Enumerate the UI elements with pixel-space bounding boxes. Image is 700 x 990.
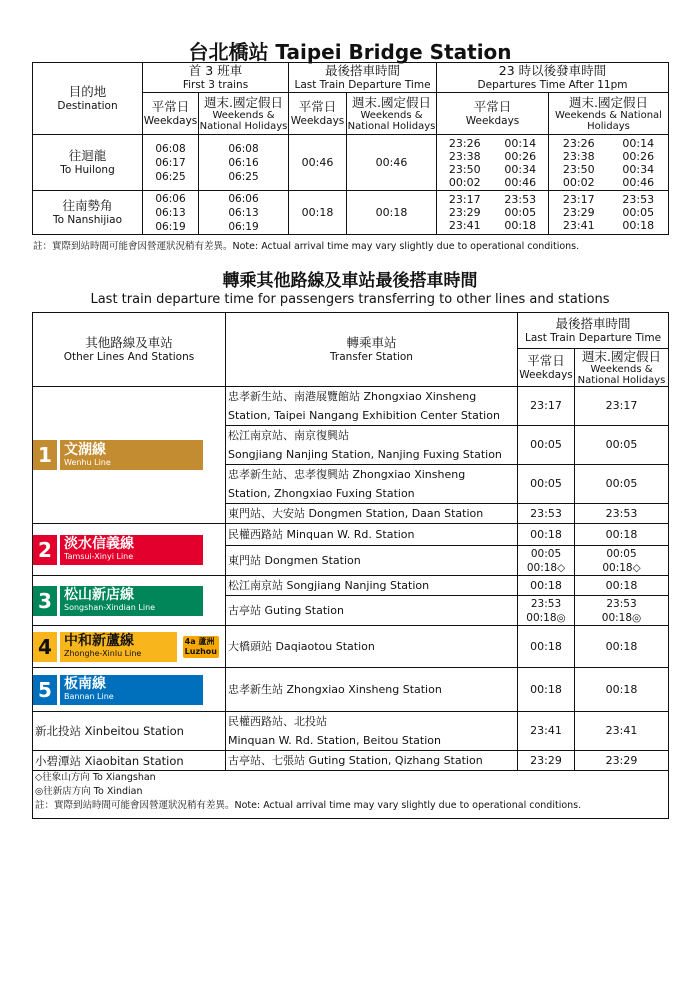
first-weekday-cell: 06:06 06:13 06:19	[143, 191, 199, 235]
weekend-time: 00:05 00:18◇	[575, 546, 669, 576]
timetable	[32, 62, 669, 235]
transfer-table	[32, 312, 669, 819]
last-weekend-cell: 00:46	[347, 135, 437, 191]
weekend-time: 23:41	[575, 712, 669, 751]
arrival-note: 註：實際到站時間可能會因營運狀況稍有差異。Note: Actual arrival time may vary slightly due to operational conditions.	[33, 241, 580, 252]
weekdays-header: 平常日 Weekdays	[289, 93, 347, 135]
table-row	[33, 576, 669, 596]
weekend-time: 23:29	[575, 751, 669, 771]
weekday-time: 23:53 00:18◎	[518, 596, 575, 626]
transfer-station-cell: 古亭站、七張站 Guting Station, Qizhang Station	[226, 751, 518, 771]
destination-cell: 往迴龍 To Huilong	[33, 135, 143, 191]
weekend-time: 00:18	[575, 626, 669, 668]
line-zhonghe-xinlu	[33, 626, 226, 668]
table-row	[33, 668, 669, 712]
page-title: 台北橋站 Taipei Bridge Station	[188, 40, 512, 64]
last-weekday-cell: 00:18	[289, 191, 347, 235]
transfer-station-cell: 民權西路站 Minquan W. Rd. Station	[226, 524, 518, 546]
after-weekday-cell: 23:26 00:14 23:38 00:26 23:50 00:34 00:02 00:46	[437, 135, 549, 191]
table-row	[33, 524, 669, 546]
last-train-header: 最後搭車時間 Last Train Departure Time	[289, 63, 437, 93]
weekends-header: 週末.國定假日 Weekends & National Holidays	[575, 349, 669, 387]
transfer-station-cell: 東門站 Dongmen Station	[226, 546, 518, 576]
after-weekend-cell: 23:17 23:53 23:29 00:05 23:41 00:18	[549, 191, 669, 235]
weekday-time: 00:18	[518, 576, 575, 596]
legend-notes: ◇往象山方向 To Xiangshan ◎往新店方向 To Xindian 註：實際到站時間可能會因營運狀況稍有差異。Note: Actual arrival time may vary slightly due to operational conditions.	[33, 771, 669, 819]
weekend-time: 23:53	[575, 504, 669, 524]
weekend-time: 00:18	[575, 668, 669, 712]
weekends-header: 週末.國定假日 Weekends & National Holidays	[347, 93, 437, 135]
transfer-station-cell: 民權西路站、北投站 Minquan W. Rd. Station, Beitou Station	[226, 712, 518, 751]
first-weekend-cell: 06:06 06:13 06:19	[199, 191, 289, 235]
transfer-station-cell: 忠孝新生站 Zhongxiao Xinsheng Station	[226, 668, 518, 712]
weekend-time: 23:17	[575, 387, 669, 426]
weekday-time: 23:17	[518, 387, 575, 426]
weekend-time: 00:18	[575, 576, 669, 596]
line-songshan-xindian	[33, 576, 226, 626]
transfer-station-cell: 大橋頭站 Daqiaotou Station	[226, 626, 518, 668]
transfer-station-cell: 忠孝新生站、南港展覽館站 Zhongxiao Xinsheng Station, Taipei Nangang Exhibition Center Station	[226, 387, 518, 426]
line-tamsui-xinyi	[33, 524, 226, 576]
line-badge-songshan-xindian: 3 松山新店線 Songshan-Xindian Line	[33, 586, 203, 616]
line-wenhu	[33, 387, 226, 524]
weekday-time: 23:53	[518, 504, 575, 524]
transfer-station-cell: 忠孝新生站、忠孝復興站 Zhongxiao Xinsheng Station, Zhongxiao Fuxing Station	[226, 465, 518, 504]
weekday-time: 00:18	[518, 626, 575, 668]
first-trains-header: 首 3 班車 First 3 trains	[143, 63, 289, 93]
weekday-time: 00:05	[518, 465, 575, 504]
last-weekend-cell: 00:18	[347, 191, 437, 235]
table-row	[33, 626, 669, 668]
destination-header: 目的地 Destination	[33, 63, 143, 135]
weekend-time: 00:05	[575, 426, 669, 465]
weekday-time: 00:18	[518, 668, 575, 712]
table-row	[33, 191, 669, 235]
weekday-time: 23:41	[518, 712, 575, 751]
other-station-cell: 小碧潭站 Xiaobitan Station	[33, 751, 226, 771]
weekend-time: 23:53 00:18◎	[575, 596, 669, 626]
table-row	[33, 751, 669, 771]
weekend-time: 00:05	[575, 465, 669, 504]
after-11pm-header: 23 時以後發車時間 Departures Time After 11pm	[437, 63, 669, 93]
destination-cell: 往南勢角 To Nanshijiao	[33, 191, 143, 235]
table-row	[33, 387, 669, 426]
line-badge-zhonghe-xinlu: 4 中和新蘆線 Zhonghe-Xinlu Line 4a 蘆洲 Luzhou	[33, 632, 219, 662]
transfer-title: 轉乘其他路線及車站最後搭車時間	[222, 271, 478, 291]
weekday-time: 00:05 00:18◇	[518, 546, 575, 576]
table-row	[33, 135, 669, 191]
weekdays-header: 平常日 Weekdays	[143, 93, 199, 135]
first-weekday-cell: 06:08 06:17 06:25	[143, 135, 199, 191]
line-badge-bannan: 5 板南線 Bannan Line	[33, 675, 203, 705]
weekend-time: 00:18	[575, 524, 669, 546]
after-weekday-cell: 23:17 23:53 23:29 00:05 23:41 00:18	[437, 191, 549, 235]
last-weekday-cell: 00:46	[289, 135, 347, 191]
weekday-time: 00:18	[518, 524, 575, 546]
line-badge-wenhu: 1 文湖線 Wenhu Line	[33, 440, 203, 470]
weekday-time: 23:29	[518, 751, 575, 771]
transfer-subtitle: Last train departure time for passengers transferring to other lines and stations	[90, 292, 610, 307]
other-station-cell: 新北投站 Xinbeitou Station	[33, 712, 226, 751]
transfer-station-cell: 東門站、大安站 Dongmen Station, Daan Station	[226, 504, 518, 524]
other-lines-header: 其他路線及車站 Other Lines And Stations	[33, 313, 226, 387]
weekends-header: 週末.國定假日 Weekends & National Holidays	[549, 93, 669, 135]
first-weekend-cell: 06:08 06:16 06:25	[199, 135, 289, 191]
line-bannan	[33, 668, 226, 712]
transfer-station-header: 轉乘車站 Transfer Station	[226, 313, 518, 387]
transfer-station-cell: 松江南京站 Songjiang Nanjing Station	[226, 576, 518, 596]
weekdays-header: 平常日 Weekdays	[518, 349, 575, 387]
table-row	[33, 712, 669, 751]
weekday-time: 00:05	[518, 426, 575, 465]
line-badge-tamsui-xinyi: 2 淡水信義線 Tamsui-Xinyi Line	[33, 535, 203, 565]
transfer-station-cell: 松江南京站、南京復興站 Songjiang Nanjing Station, Nanjing Fuxing Station	[226, 426, 518, 465]
luzhou-branch-badge: 4a 蘆洲 Luzhou	[184, 636, 217, 656]
after-weekend-cell: 23:26 00:14 23:38 00:26 23:50 00:34 00:02 00:46	[549, 135, 669, 191]
last-train-header: 最後搭車時間 Last Train Departure Time	[518, 313, 669, 349]
weekdays-header: 平常日 Weekdays	[437, 93, 549, 135]
transfer-station-cell: 古亭站 Guting Station	[226, 596, 518, 626]
weekends-header: 週末.國定假日 Weekends & National Holidays	[199, 93, 289, 135]
